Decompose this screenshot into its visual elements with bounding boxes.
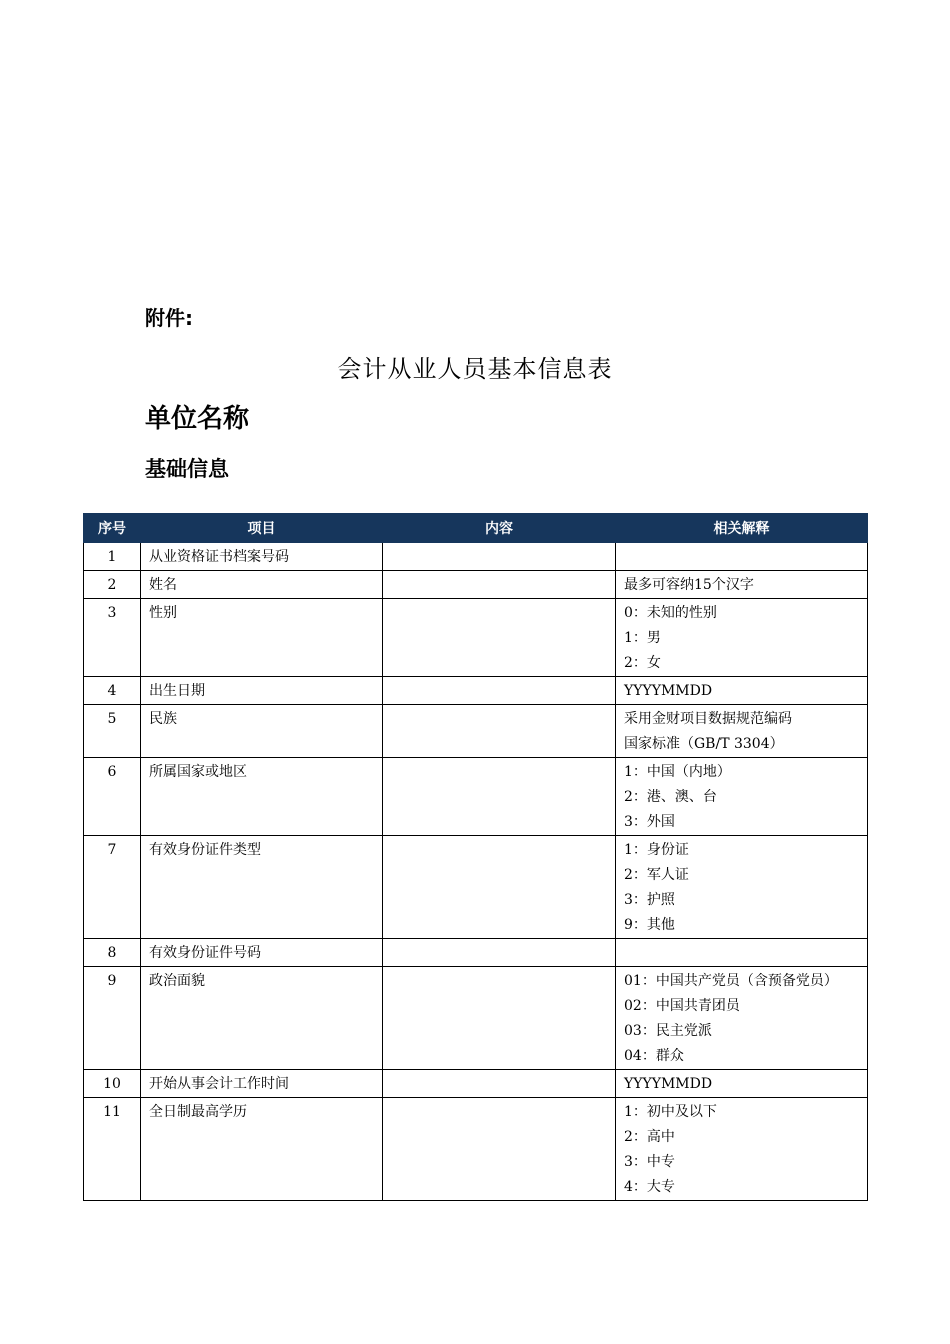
row-item: 性别 bbox=[141, 599, 383, 677]
row-item: 开始从事会计工作时间 bbox=[141, 1070, 383, 1098]
row-item: 所属国家或地区 bbox=[141, 758, 383, 836]
row-notes bbox=[616, 967, 868, 1070]
row-notes bbox=[616, 599, 868, 677]
note-line: 9：其他 bbox=[624, 917, 675, 933]
unit-name-label: 单位名称 bbox=[145, 404, 250, 434]
note-line: 国家标准（GB/T 3304） bbox=[624, 736, 784, 752]
row-content-cell[interactable] bbox=[383, 599, 616, 677]
header-content: 内容 bbox=[383, 514, 616, 543]
row-content-cell[interactable] bbox=[383, 939, 616, 967]
row-seq: 6 bbox=[84, 758, 141, 836]
note-line: 2：港、澳、台 bbox=[624, 789, 717, 805]
row-seq: 2 bbox=[84, 571, 141, 599]
row-notes bbox=[616, 571, 868, 599]
table-row bbox=[84, 571, 868, 599]
row-content-cell[interactable] bbox=[383, 705, 616, 758]
row-content-cell[interactable] bbox=[383, 758, 616, 836]
note-line: 3：中专 bbox=[624, 1154, 675, 1170]
document-title: 会计从业人员基本信息表 bbox=[337, 355, 613, 383]
basic-info-table bbox=[83, 513, 868, 1201]
note-line: YYYYMMDD bbox=[624, 683, 713, 699]
row-seq: 1 bbox=[84, 543, 141, 571]
header-item: 项目 bbox=[141, 514, 383, 543]
table-header-row bbox=[84, 514, 868, 543]
row-notes bbox=[616, 1098, 868, 1201]
row-content-cell[interactable] bbox=[383, 836, 616, 939]
row-item: 从业资格证书档案号码 bbox=[141, 543, 383, 571]
row-seq: 11 bbox=[84, 1098, 141, 1201]
row-item: 有效身份证件类型 bbox=[141, 836, 383, 939]
table-row bbox=[84, 939, 868, 967]
note-line: 3：外国 bbox=[624, 814, 675, 830]
note-line: 最多可容纳15个汉字 bbox=[624, 577, 754, 593]
row-seq: 7 bbox=[84, 836, 141, 939]
row-item: 全日制最高学历 bbox=[141, 1098, 383, 1201]
header-notes: 相关解释 bbox=[616, 514, 868, 543]
row-content-cell[interactable] bbox=[383, 543, 616, 571]
row-notes bbox=[616, 1070, 868, 1098]
row-item: 有效身份证件号码 bbox=[141, 939, 383, 967]
table-row bbox=[84, 677, 868, 705]
table-row bbox=[84, 599, 868, 677]
note-line: 03：民主党派 bbox=[624, 1023, 712, 1039]
row-content-cell[interactable] bbox=[383, 571, 616, 599]
table-row bbox=[84, 967, 868, 1070]
row-notes bbox=[616, 758, 868, 836]
note-line: 04：群众 bbox=[624, 1048, 684, 1064]
row-seq: 3 bbox=[84, 599, 141, 677]
note-line: 2：女 bbox=[624, 655, 661, 671]
note-line: 采用金财项目数据规范编码 bbox=[624, 711, 792, 727]
note-line: 1：身份证 bbox=[624, 842, 689, 858]
row-notes bbox=[616, 939, 868, 967]
table-row bbox=[84, 1098, 868, 1201]
note-line: 2：军人证 bbox=[624, 867, 689, 883]
table-row bbox=[84, 543, 868, 571]
row-notes bbox=[616, 677, 868, 705]
table-row bbox=[84, 705, 868, 758]
note-line: 2：高中 bbox=[624, 1129, 675, 1145]
row-seq: 9 bbox=[84, 967, 141, 1070]
note-line: 0：未知的性别 bbox=[624, 605, 717, 621]
row-notes bbox=[616, 543, 868, 571]
row-content-cell[interactable] bbox=[383, 1070, 616, 1098]
row-seq: 10 bbox=[84, 1070, 141, 1098]
note-line: 1：中国（内地） bbox=[624, 764, 731, 780]
table-row bbox=[84, 758, 868, 836]
note-line: 1：男 bbox=[624, 630, 661, 646]
row-content-cell[interactable] bbox=[383, 1098, 616, 1201]
attachment-label: 附件: bbox=[145, 306, 193, 330]
row-item: 姓名 bbox=[141, 571, 383, 599]
table-row bbox=[84, 1070, 868, 1098]
row-item: 出生日期 bbox=[141, 677, 383, 705]
note-line: 01：中国共产党员（含预备党员） bbox=[624, 973, 838, 989]
row-item: 民族 bbox=[141, 705, 383, 758]
note-line: 4：大专 bbox=[624, 1179, 675, 1195]
table-row bbox=[84, 836, 868, 939]
row-item: 政治面貌 bbox=[141, 967, 383, 1070]
note-line: 3：护照 bbox=[624, 892, 675, 908]
row-seq: 8 bbox=[84, 939, 141, 967]
table-body bbox=[84, 543, 868, 1201]
section-title: 基础信息 bbox=[145, 457, 229, 481]
row-notes bbox=[616, 836, 868, 939]
row-notes bbox=[616, 705, 868, 758]
header-seq: 序号 bbox=[84, 514, 141, 543]
row-seq: 4 bbox=[84, 677, 141, 705]
row-content-cell[interactable] bbox=[383, 967, 616, 1070]
row-seq: 5 bbox=[84, 705, 141, 758]
row-content-cell[interactable] bbox=[383, 677, 616, 705]
note-line: YYYYMMDD bbox=[624, 1076, 713, 1092]
note-line: 1：初中及以下 bbox=[624, 1104, 717, 1120]
note-line: 02：中国共青团员 bbox=[624, 998, 740, 1014]
